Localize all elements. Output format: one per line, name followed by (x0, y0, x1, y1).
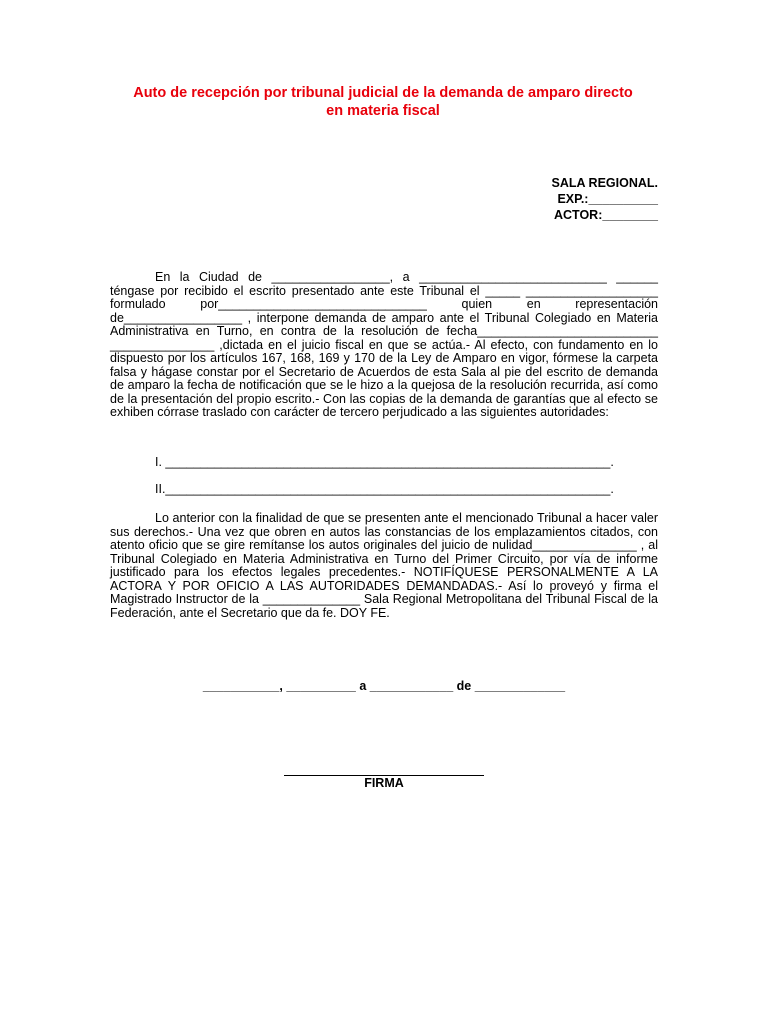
title-line-1: Auto de recepción por tribunal judicial de la demanda de amparo directo (133, 85, 633, 101)
body-paragraph-2 (110, 512, 658, 620)
expediente-field: EXP.:__________ (557, 192, 658, 206)
sala-regional-label: SALA REGIONAL. (551, 176, 658, 190)
paragraph-1-text: En la Ciudad de _________________, a ___________________________ ______ téngase por recibido el escrito presentado ante este Tribunal el _____ ___________________ formulado por______________________________ quien en representación de_________________ , interpone demanda de amparo ante el Tribunal Colegiado en Materia Administrativa en Turno, en contra de la resolución de fecha__________________________ _______________ ,dictada en el juicio fiscal en que se actúa.- Al efecto, con fundamento en lo dispuesto por los artículos 167, 168, 169 y 170 de la Ley de Amparo en vigor, fórmese la carpeta falsa y hágase constar por el Secretario de Acuerdos de esta Sala al pie del escrito de demanda de amparo la fecha de notificación que se le hizo a la quejosa de la resolución recurrida, así como de la presentación del propio escrito.- Con las copias de la demanda de garantías que al efecto se exhiben córrase traslado con carácter de tercero perjudicado a las siguientes autoridades: (110, 270, 658, 420)
document-title (100, 84, 666, 120)
title-line-2: en materia fiscal (326, 103, 440, 119)
actor-field: ACTOR:________ (554, 208, 658, 222)
authority-item-2: II.________________________________________________________________. (155, 482, 614, 496)
paragraph-2-text: Lo anterior con la finalidad de que se presenten ante el mencionado Tribunal a hacer valer sus derechos.- Una vez que obren en autos las constancias de los emplazamientos citados, con atento oficio que se gire remítanse los autos originales del juicio de nulidad_______________ , al Tribunal Colegiado en Materia Administrativa en Turno del Primer Circuito, por vía de informe justificado para los efectos legales precedentes.- NOTIFÍQUESE PERSONALMENTE A LA ACTORA Y POR OFICIO A LAS AUTORIDADES DEMANDADAS.- Así lo proveyó y firma el Magistrado Instructor de la ______________ Sala Regional Metropolitana del Tribunal Fiscal de la Federación, ante el Secretario que da fe. DOY FE. (110, 511, 658, 620)
body-paragraph-1 (110, 271, 658, 420)
authority-item-1: I. ________________________________________________________________. (155, 455, 614, 469)
signature-line (284, 765, 484, 776)
date-line: ___________, __________ a ____________ de _____________ (202, 679, 566, 693)
case-header (552, 175, 658, 223)
signature-label: FIRMA (364, 776, 404, 790)
